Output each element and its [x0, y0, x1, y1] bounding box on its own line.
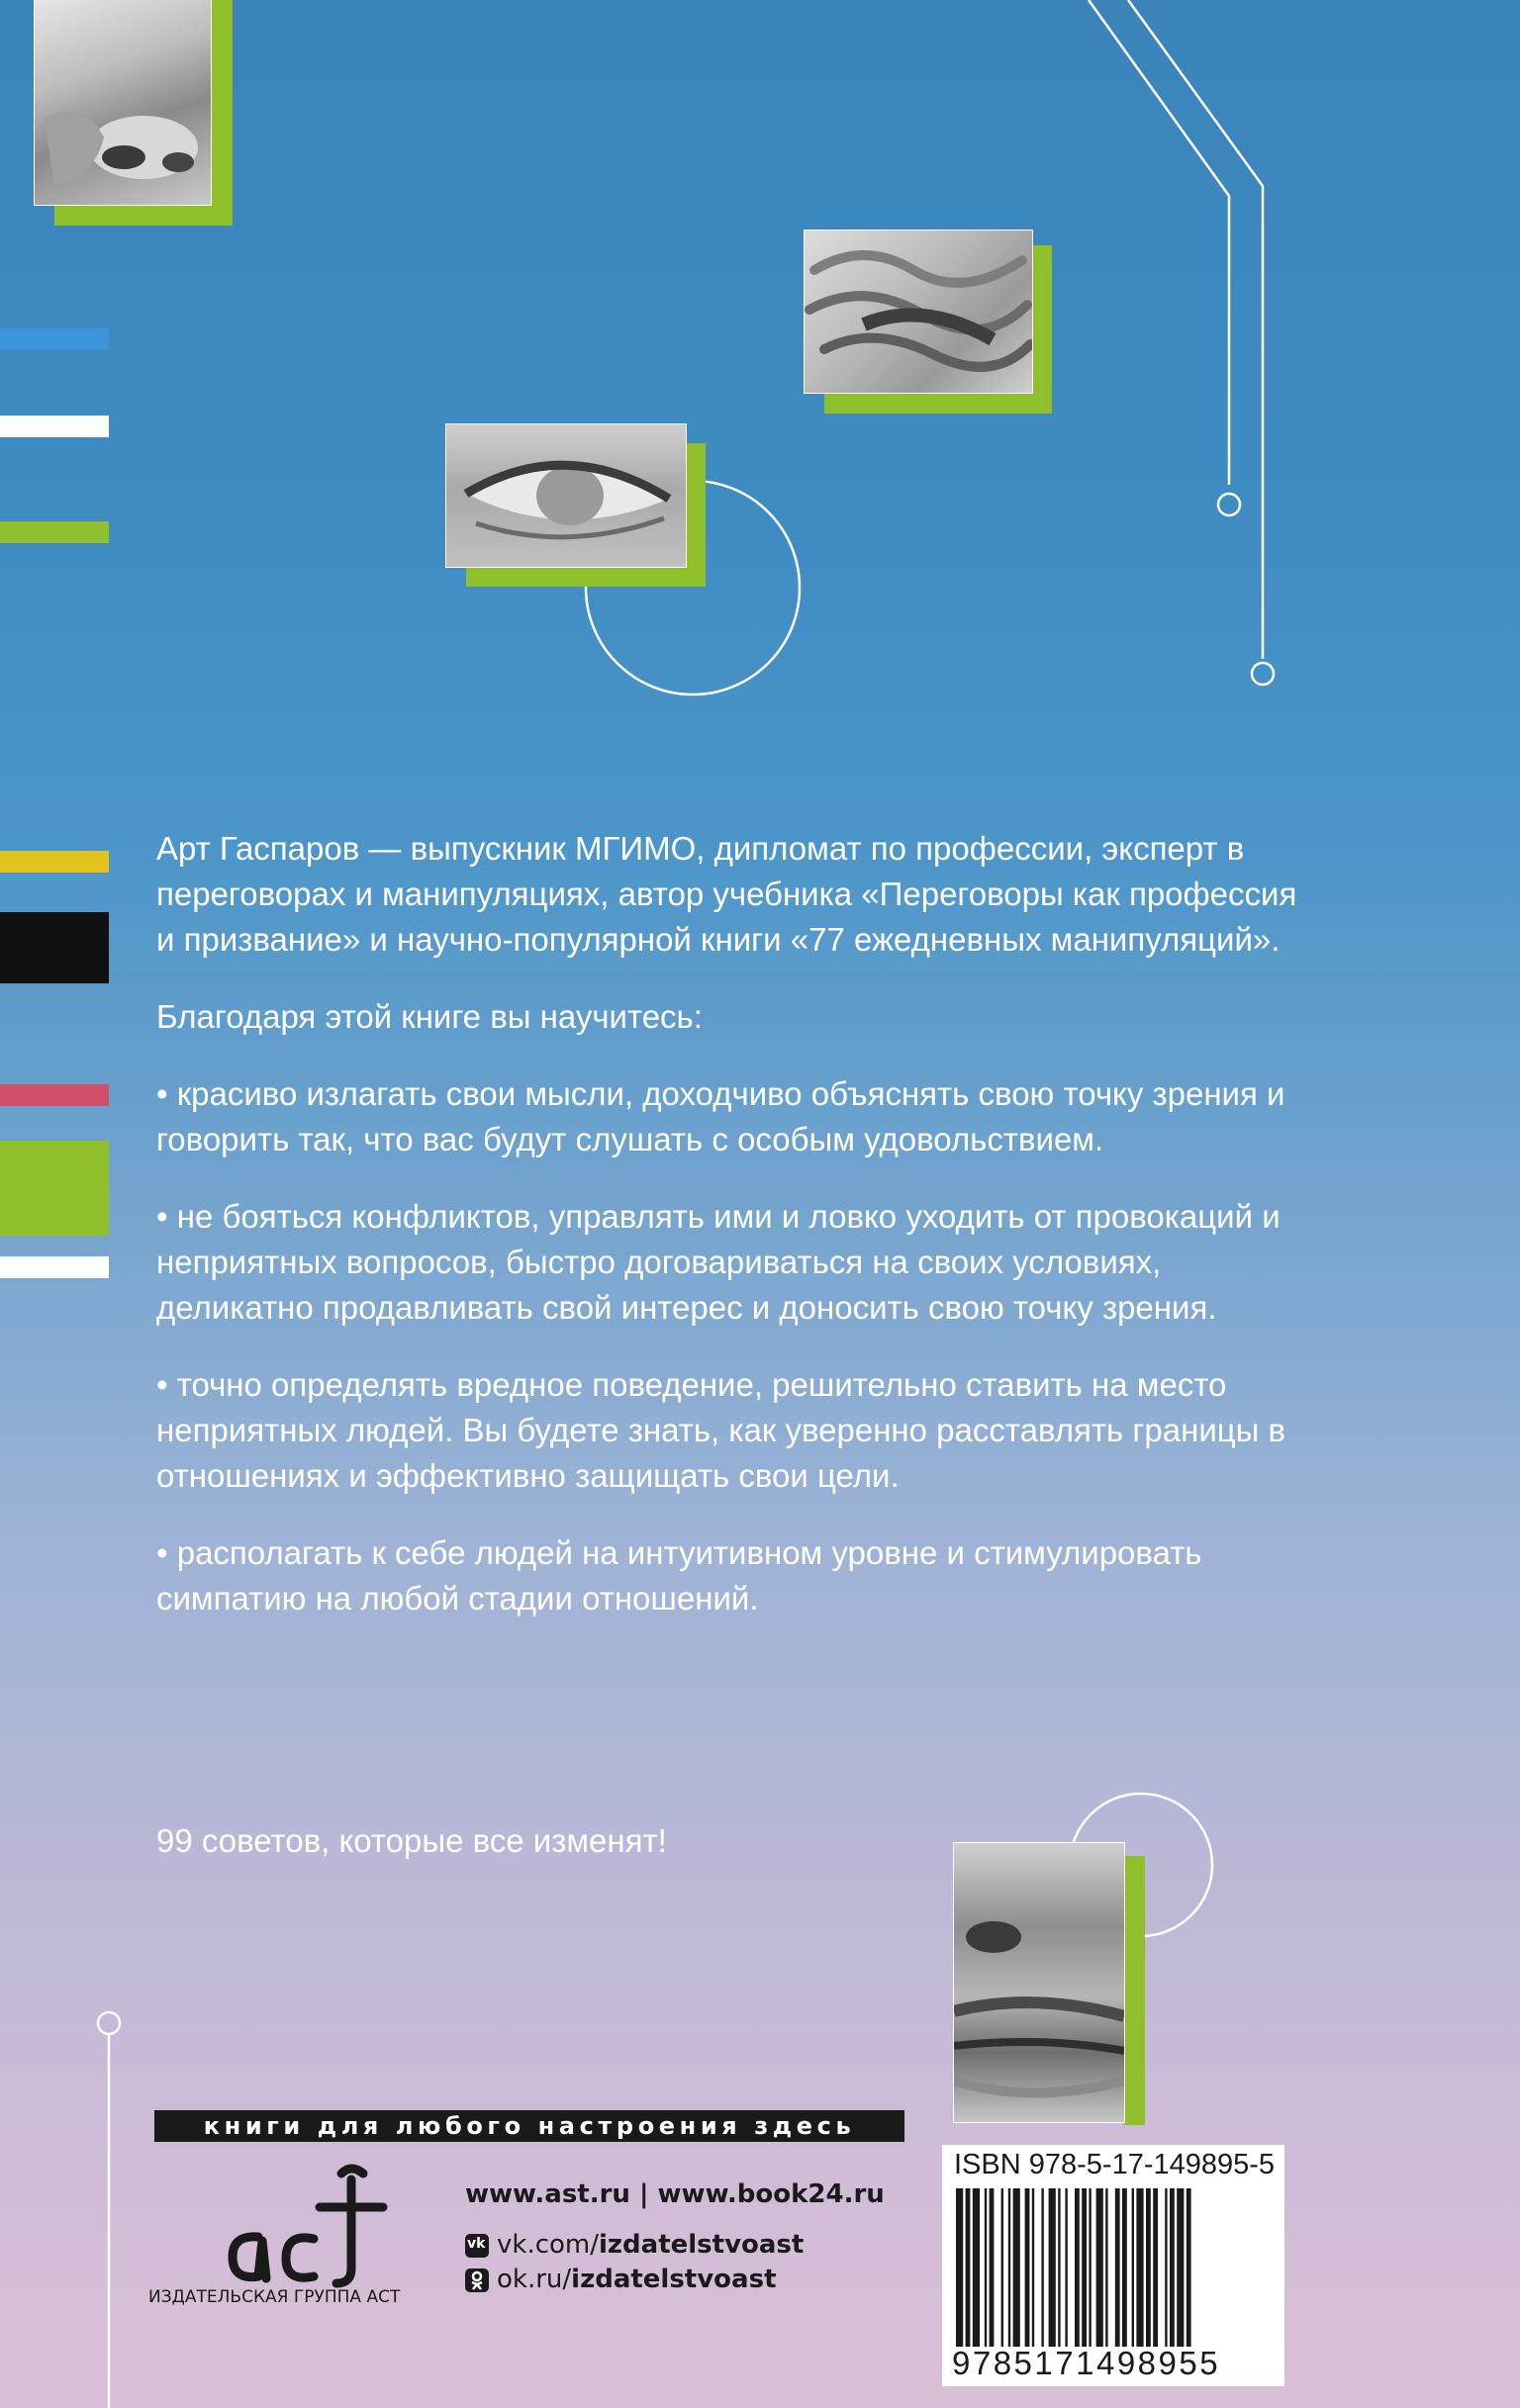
- stripe-black: [0, 912, 109, 983]
- ast-logo: [203, 2160, 401, 2298]
- sculpture-hair-image: [804, 230, 1033, 394]
- author-bio: Арт Гаспаров — выпускник МГИМО, дипломат по профессии, эксперт в переговорах и манипуляциях, автор учебника «Переговоры как профессия и призвание» и научно-популярной книги «77 ежедневных манипуляций».: [156, 830, 1297, 958]
- isbn-digits: 9785171498955: [952, 2345, 1221, 2381]
- intro-line: Благодаря этой книге вы научитесь:: [156, 998, 703, 1035]
- description: [156, 826, 1304, 1653]
- vk-icon-glyph: vk: [467, 2236, 486, 2252]
- green-frame: [54, 203, 233, 226]
- lips-sketch: [954, 1843, 1124, 2122]
- stripe-green: [0, 521, 109, 543]
- benefit-item: • точно определять вредное поведение, решительно ставить на место неприятных людей. Вы будете знать, как уверенно расставлять границы в отношениях и эффективно защищать свои цели.: [156, 1366, 1286, 1494]
- sculpture-eye-image: [445, 423, 687, 568]
- publisher-name: ИЗДАТЕЛЬСКАЯ ГРУППА АСТ: [148, 2287, 401, 2307]
- benefit-item: • располагать к себе людей на интуитивном уровне и стимулировать симпатию на любой стадии отношений.: [156, 1534, 1202, 1617]
- isbn-label: ISBN 978-5-17-149895-5: [954, 2149, 1276, 2180]
- tagline-bar: книги для любого настроения здесь: [154, 2110, 904, 2142]
- nose-sketch: [35, 0, 211, 205]
- stripe-white-lower: [0, 1256, 109, 1278]
- website-links[interactable]: www.ast.ru | www.book24.ru: [465, 2179, 885, 2209]
- stripe-white: [0, 416, 109, 437]
- green-frame: [210, 0, 233, 226]
- vk-handle: izdatelstvoast: [599, 2230, 805, 2260]
- benefit-item: • не бояться конфликтов, управлять ими и ловко уходить от провокаций и неприятных вопросов, быстро договариваться на своих условиях, деликатно продавливать свой интерес и доносить свою точку зрения.: [156, 1198, 1281, 1326]
- hair-sketch: [805, 231, 1032, 393]
- green-frame: [684, 443, 706, 587]
- green-frame: [1123, 1856, 1145, 2125]
- stripe-pink: [0, 1084, 109, 1106]
- barcode-bars: [956, 2188, 1271, 2347]
- closing-line: 99 советов, которые все изменят!: [156, 1822, 667, 1859]
- ok-prefix: ok.ru/: [497, 2265, 572, 2294]
- ok-icon: [465, 2269, 489, 2292]
- eye-sketch: [446, 424, 686, 567]
- stripe-green-wide: [0, 1141, 109, 1236]
- green-frame: [1030, 245, 1052, 414]
- benefit-item: • красиво излагать свои мысли, доходчиво объяснять свою точку зрения и говорить так, что вас будут слушать с особым удовольствием.: [156, 1075, 1285, 1158]
- vk-prefix: vk.com/: [497, 2230, 599, 2260]
- green-frame: [824, 391, 1052, 414]
- stripe-yellow: [0, 851, 109, 873]
- isbn-barcode: [942, 2145, 1284, 2386]
- vk-link[interactable]: [497, 2230, 804, 2260]
- vk-icon: [465, 2234, 489, 2258]
- ok-glyph: [465, 2269, 489, 2292]
- ok-link[interactable]: [497, 2265, 777, 2294]
- stripe-blue: [0, 327, 109, 349]
- sculpture-lips-image: [953, 1842, 1125, 2123]
- ok-handle: izdatelstvoast: [571, 2265, 777, 2294]
- sculpture-nose-image: [34, 0, 212, 206]
